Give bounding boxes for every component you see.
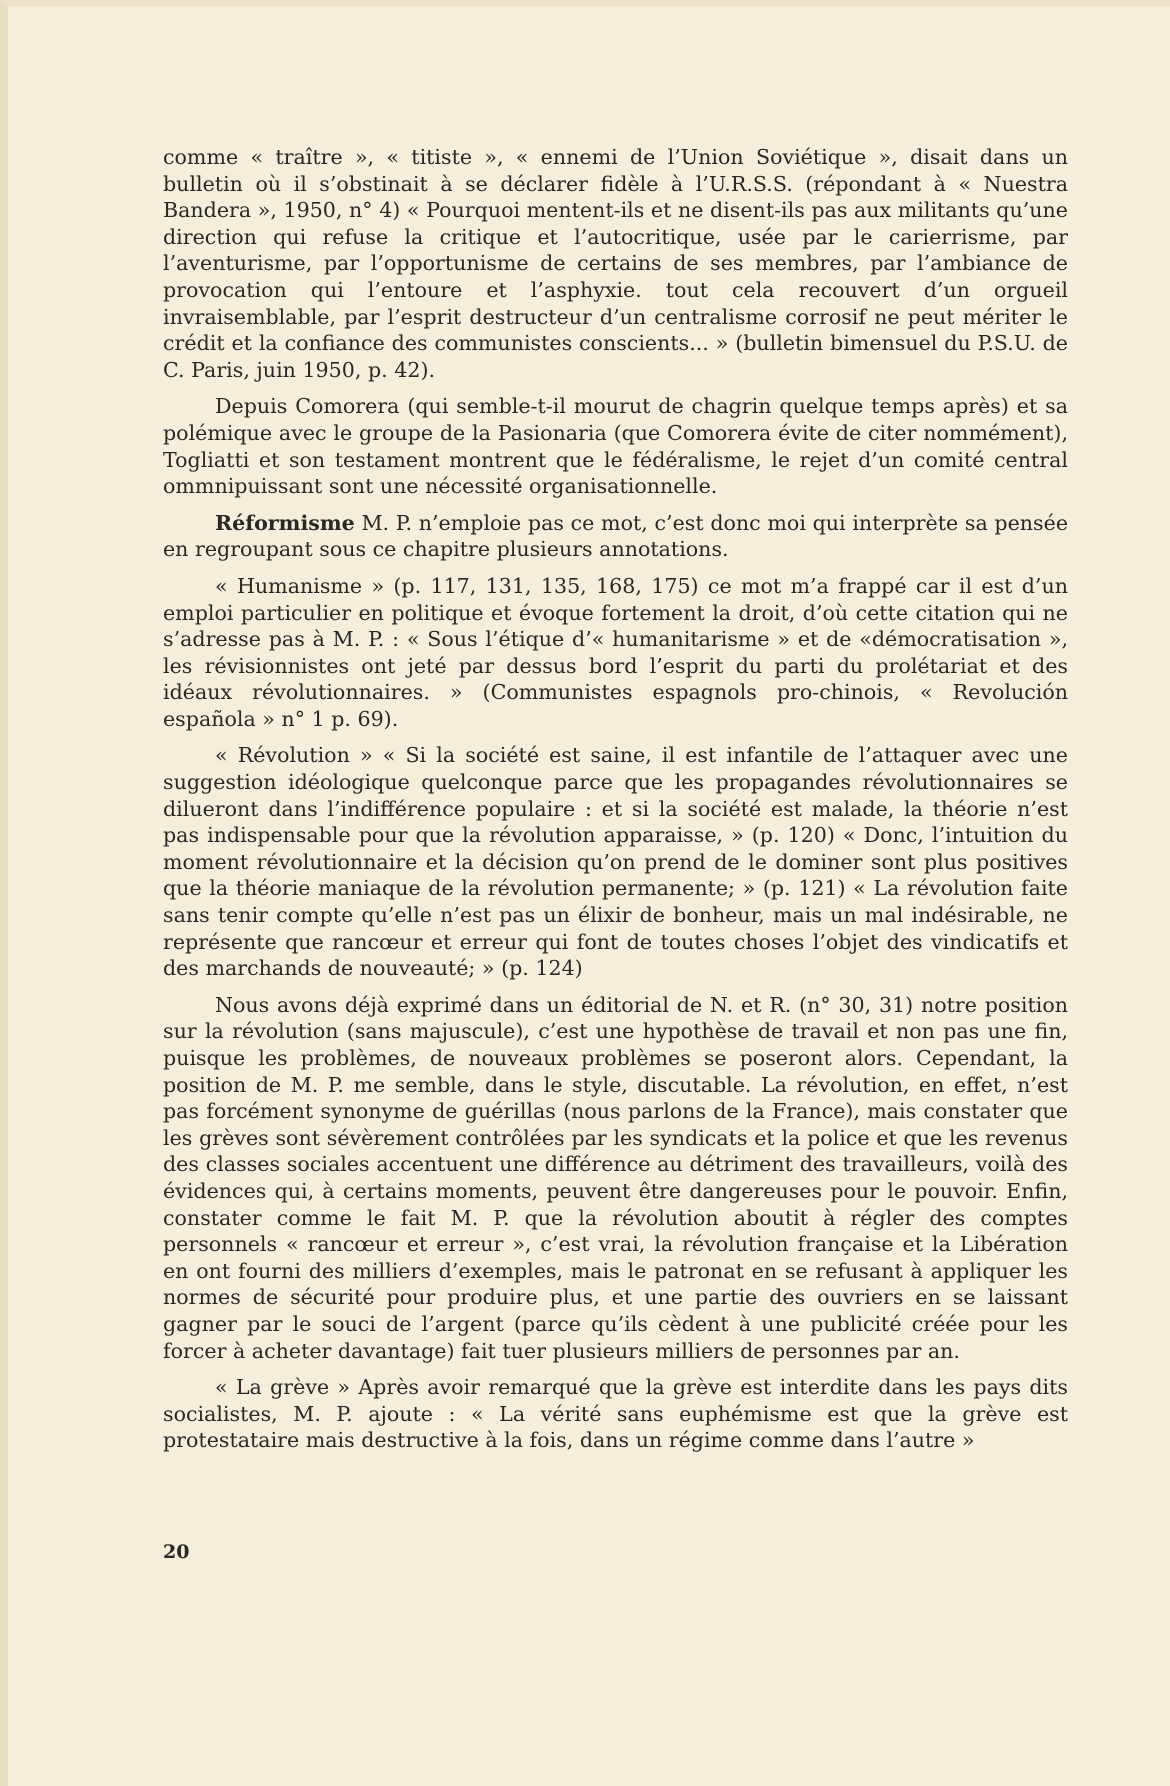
paragraph-reformisme xyxy=(163,510,1068,563)
section-heading-reformisme: Réformisme xyxy=(215,510,355,535)
paragraph-la-greve: « La grève » Après avoir remarqué que la grève est interdite dans les pays dits socialistes, M. P. ajoute : « La vérité sans euphémisme est que la grève est protestataire mais destructive à la fois, dans un régime comme dans l’autre » xyxy=(163,1375,1068,1453)
paragraph-continued-quote: comme « traître », « titiste », « ennemi de l’Union Soviétique », disait dans un bulletin où il s’obstinait à se déclarer fidèle à l’U.R.S.S. (répondant à « Nuestra Bandera », 1950, n° 4) « Pourquoi mentent-ils et ne disent-ils pas aux militants qu’une direction qui refuse la critique et l’autocritique, usée par le carierrisme, par l’aventurisme, par l’opportunisme de certains de ses membres, par l’ambiance de provocation qui l’entoure et l’asphyxie. tout cela recouvert d’un orgueil invraisemblable, par l’esprit destructeur d’un centralisme corrosif ne peut mériter le crédit et la confiance des communistes conscients... » (bulletin bimensuel du P.S.U. de C. Paris, juin 1950, p. 42). xyxy=(163,145,1068,382)
paragraph-humanisme: « Humanisme » (p. 117, 131, 135, 168, 175) ce mot m’a frappé car il est d’un emploi particulier en politique et évoque fortement la droit, d’où cette citation qui ne s’adresse pas à M. P. : « Sous l’étique d’« humanitarisme » et de «démocratisation », les révisionnistes ont jeté par dessus bord l’esprit du parti du prolétariat et des idéaux révolutionnaires. » (Communistes espagnols pro-chinois, « Revolución española » n° 1 p. 69). xyxy=(163,573,1068,731)
paragraph-reformisme-text: M. P. n’emploie pas ce mot, c’est donc moi qui interprète sa pensée en regroupant sous ce chapitre plusieurs annotations. xyxy=(163,510,1069,562)
paragraph-comorera: Depuis Comorera (qui semble-t-il mourut de chagrin quelque temps après) et sa polémique avec le groupe de la Pasionaria (que Comorera évite de citer nommément), Togliatti et son testament montrent que le fédéralisme, le rejet d’un comité central ommnipuissant sont une nécessité organisationnelle. xyxy=(163,394,1068,499)
body-text xyxy=(163,144,1068,1464)
paragraph-revolution-quotes: « Révolution » « Si la société est saine, il est infantile de l’attaquer avec une suggestion idéologique quelconque parce que les propagandes révolutionnaires se dilueront dans l’indifférence populaire : et si la société est malade, la théorie n’est pas indispensable pour que la révolution apparaisse, » (p. 120) « Donc, l’intuition du moment révolutionnaire et la décision qu’on prend de le dominer sont plus positives que la théorie maniaque de la révolution permanente; » (p. 121) « La révolution faite sans tenir compte qu’elle n’est pas un élixir de bonheur, mais un mal indésirable, ne représente que rancœur et erreur qui font de toutes choses l’objet des vindicatifs et des marchands de nouveauté; » (p. 124) xyxy=(163,743,1068,981)
page-number: 20 xyxy=(163,1541,190,1563)
paragraph-editorial-position: Nous avons déjà exprimé dans un éditorial de N. et R. (n° 30, 31) notre position sur la révolution (sans majuscule), c’est une hypothèse de travail et non pas une fin, puisque les problèmes, de nouveaux problèmes se poseront alors. Cependant, la position de M. P. me semble, dans le style, discutable. La révolution, en effet, n’est pas forcément synonyme de guérillas (nous parlons de la France), mais constater que les grèves sont sévèrement contrôlées par les syndicats et la police et que les revenus des classes sociales accentuent une différence au détriment des travailleurs, voilà des évidences qui, à certains moments, peuvent être dangereuses pour le pouvoir. Enfin, constater comme le fait M. P. que la révolution aboutit à régler des comptes personnels « rancœur et erreur », c’est vrai, la révolution française et la Libération en ont fourni des milliers d’exemples, mais le patronat en se refusant à appliquer les normes de sécurité pour produire plus, et une partie des ouvriers en se laissant gagner par le souci de l’argent (parce qu’ils cèdent à une publicité créée pour les forcer à acheter davantage) fait tuer plusieurs milliers de personnes par an. xyxy=(163,992,1068,1363)
